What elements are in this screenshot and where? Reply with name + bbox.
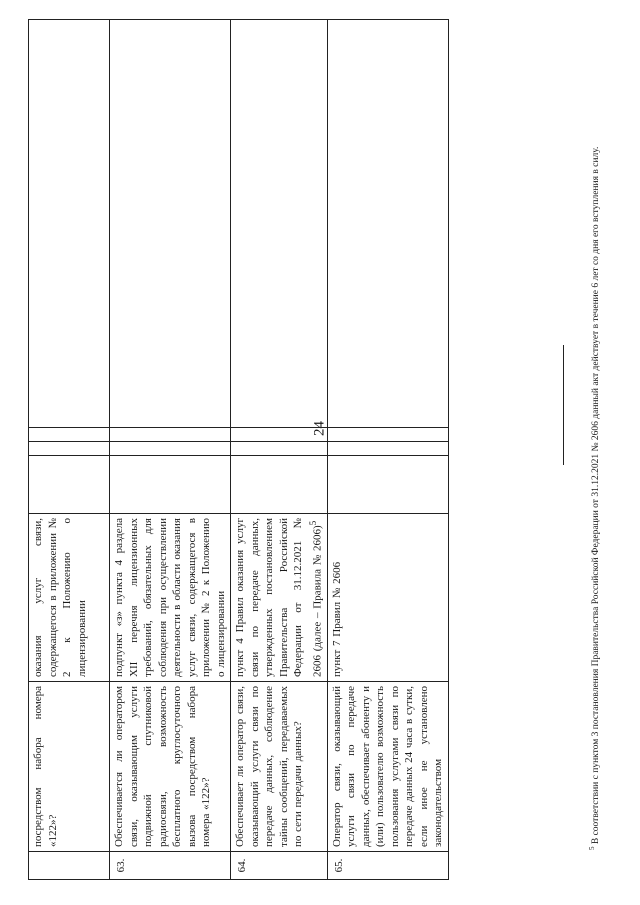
rotated-page-content — [28, 20, 548, 880]
table-row — [327, 20, 448, 880]
question-cell: посредством набора номера «122»? — [29, 682, 110, 852]
table-row — [29, 20, 110, 880]
notes-cell — [327, 20, 448, 428]
requirement-text: пункт 4 Правил оказания услуг связи по передаче данных, утвержденных постановлением Правительства Российской Федерации от 31.12.2021 № 2606 (далее – Правила № 2606) — [234, 518, 324, 677]
requirement-cell: оказания услуг связи, содержащегося в приложении № 2 к Положению о лицензировании — [29, 514, 110, 682]
requirement-cell — [231, 514, 328, 682]
answer-cell — [231, 442, 328, 456]
answer-cell — [110, 442, 231, 456]
row-number: 63. — [110, 852, 231, 880]
footnote-divider — [563, 345, 564, 465]
answer-cell — [327, 456, 448, 514]
page-number: 24 — [311, 421, 328, 436]
answer-cell — [327, 428, 448, 442]
notes-cell — [29, 20, 110, 428]
answer-cell — [231, 456, 328, 514]
notes-cell — [231, 20, 328, 428]
answer-cell — [110, 456, 231, 514]
answer-cell — [29, 442, 110, 456]
footnote-marker: 5 — [588, 846, 596, 850]
row-number: 65. — [327, 852, 448, 880]
answer-cell — [29, 456, 110, 514]
notes-cell — [110, 20, 231, 428]
checklist-table — [28, 19, 449, 880]
question-cell: Обеспечивает ли оператор связи, оказывающий услуги связи по передаче данных, соблюдение тайны сообщений, передаваемых по сети передачи данных? — [231, 682, 328, 852]
requirement-cell: подпункт «з» пункта 4 раздела XII перечня лицензионных требований, обязательных для соблюдения при осуществлении деятельности в области оказания услуг связи, содержащегося в приложении № 2 к Положению о лицензировании — [110, 514, 231, 682]
table-row — [110, 20, 231, 880]
footnote-text: В соответствии с пунктом 3 постановления Правительства Российской Федерации от 31.12.2021 № 2606 данный акт действует в течение 6 лет со дня его вступления в силу. — [591, 146, 602, 847]
table-row — [231, 20, 328, 880]
row-number: 64. — [231, 852, 328, 880]
footnote-ref: 5 — [307, 520, 318, 526]
answer-cell — [110, 428, 231, 442]
answer-cell — [327, 442, 448, 456]
requirement-cell: пункт 7 Правил № 2606 — [327, 514, 448, 682]
footnote — [588, 50, 601, 850]
question-cell: Обеспечивается ли оператором связи, оказывающим услуги подвижной спутниковой радиосвязи, возможность бесплатного круглосуточного вызова посредством набора номера «122»? — [110, 682, 231, 852]
row-number — [29, 852, 110, 880]
answer-cell — [29, 428, 110, 442]
answer-cell — [231, 428, 328, 442]
question-cell: Оператор связи, оказывающий услуги связи по передаче данных, обеспечивает абоненту и (или) пользователю возможность пользования услугами связи по передаче данных 24 часа в сутки, если иное не установлено законодательством — [327, 682, 448, 852]
